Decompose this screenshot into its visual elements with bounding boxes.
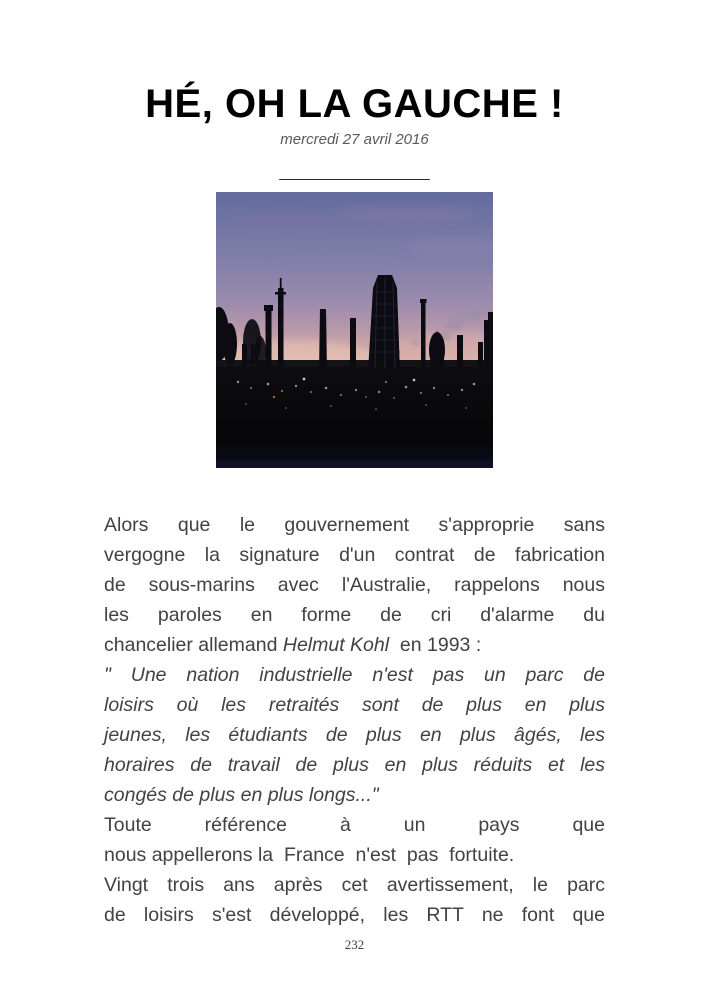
- refinery-photo: [216, 192, 493, 468]
- text-segment: Vingt trois ans après cet avertissement, le parc: [104, 874, 605, 896]
- text-line: [104, 540, 605, 570]
- text-segment: Toute référence à un pays que: [104, 814, 605, 836]
- ground-bottom-strip: [216, 460, 493, 468]
- text-segment: les paroles en forme de cri d'alarme du: [104, 604, 605, 626]
- text-line: [104, 630, 605, 660]
- text-line: [104, 690, 605, 720]
- text-segment: de sous-marins avec l'Australie, rappelons nous: [104, 574, 605, 596]
- text-line: [104, 870, 605, 900]
- text-line: [104, 810, 605, 840]
- emphasized-text: loisirs où les retraités sont de plus en plus: [104, 694, 605, 716]
- text-line: [104, 510, 605, 540]
- text-line: [104, 840, 605, 870]
- refinery-photo-graphic: [216, 192, 493, 468]
- emphasized-text: horaires de travail de plus en plus réduits et les: [104, 754, 605, 776]
- text-segment: vergogne la signature d'un contrat de fabrication: [104, 544, 605, 566]
- article-body: [104, 510, 605, 930]
- page-title: HÉ, OH LA GAUCHE !: [145, 82, 564, 126]
- text-segment: chancelier allemand: [104, 634, 283, 656]
- emphasized-text: " Une nation industrielle n'est pas un parc de: [104, 664, 605, 686]
- text-segment: Alors que le gouvernement s'approprie sans: [104, 514, 605, 536]
- page-number: 232: [344, 937, 365, 952]
- emphasized-text: congés de plus en plus longs...": [104, 784, 379, 806]
- text-segment: en 1993 :: [389, 634, 482, 656]
- text-line: [104, 720, 605, 750]
- text-segment: de loisirs s'est développé, les RTT ne font que: [104, 904, 605, 926]
- emphasized-text: jeunes, les étudiants de plus en plus âgés, les: [104, 724, 605, 746]
- article-date: mercredi 27 avril 2016: [280, 131, 429, 148]
- separator-line: __________________: [279, 164, 430, 181]
- text-line: [104, 900, 605, 930]
- emphasized-text: Helmut Kohl: [282, 634, 390, 656]
- ground: [216, 368, 493, 468]
- text-line: [104, 750, 605, 780]
- text-line: [104, 660, 605, 690]
- text-line: [104, 600, 605, 630]
- text-line: [104, 780, 605, 810]
- text-segment: nous appellerons la France n'est pas fortuite.: [104, 844, 515, 866]
- text-line: [104, 570, 605, 600]
